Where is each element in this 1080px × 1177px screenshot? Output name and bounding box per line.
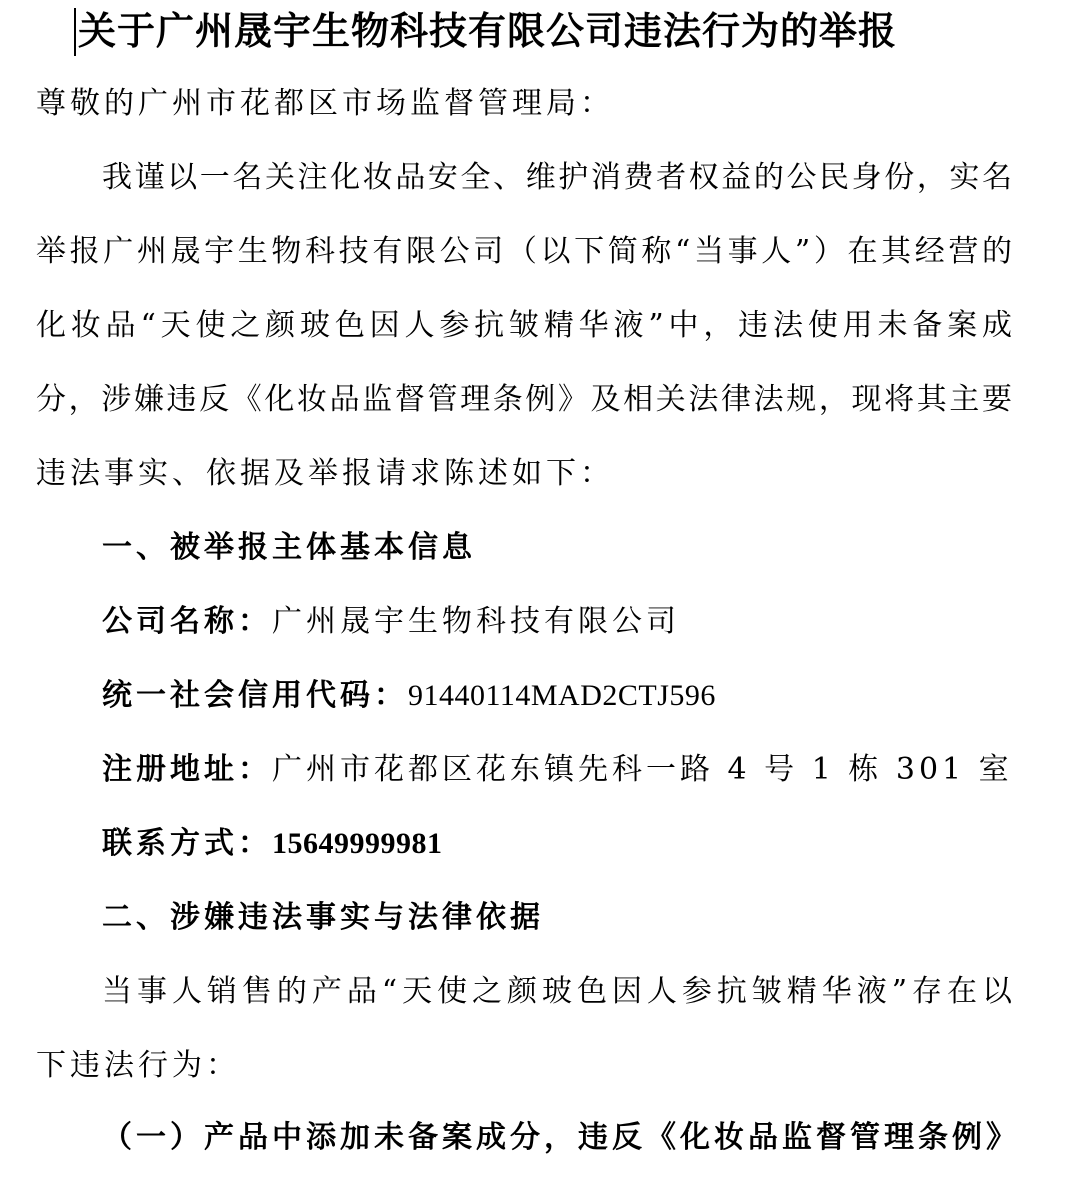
company-name-value: 广州晟宇生物科技有限公司	[272, 604, 680, 639]
intro-line: 违法事实、依据及举报请求陈述如下：	[36, 456, 614, 491]
intro-line: 举报广州晟宇生物科技有限公司（以下简称“当事人”）在其经营的	[36, 234, 1014, 269]
address-row	[102, 750, 1013, 790]
credit-code-row	[102, 676, 716, 716]
document-title: 关于广州晟宇生物科技有限公司违法行为的举报	[78, 9, 898, 53]
text-cursor	[74, 8, 76, 56]
company-name-label: 公司名称：	[102, 604, 272, 639]
intro-line: 分，涉嫌违反《化妆品监督管理条例》及相关法律法规，现将其主要	[36, 382, 1014, 417]
intro-line: 我谨以一名关注化妆品安全、维护消费者权益的公民身份，实名	[102, 160, 1014, 195]
intro-line: 化妆品“天使之颜玻色因人参抗皱精华液”中，违法使用未备案成	[36, 308, 1014, 343]
salutation: 尊敬的广州市花都区市场监督管理局：	[36, 86, 614, 121]
subsection-heading-1: （一）产品中添加未备案成分，违反《化妆品监督管理条例》	[102, 1120, 1020, 1155]
contact-label: 联系方式：	[102, 826, 272, 861]
credit-code-label: 统一社会信用代码：	[102, 678, 408, 713]
contact-value: 15649999981	[272, 827, 443, 860]
section2-line: 当事人销售的产品“天使之颜玻色因人参抗皱精华液”存在以	[102, 974, 1014, 1009]
section2-line: 下违法行为：	[36, 1048, 240, 1083]
company-name-row	[102, 602, 680, 642]
section-heading-1: 一、被举报主体基本信息	[102, 530, 476, 565]
address-value: 广州市花都区花东镇先科一路 4 号 1 栋 301 室	[272, 752, 1013, 787]
contact-row	[102, 824, 443, 864]
address-label: 注册地址：	[102, 752, 272, 787]
section-heading-2: 二、涉嫌违法事实与法律依据	[102, 900, 544, 935]
credit-code-value: 91440114MAD2CTJ596	[408, 679, 716, 712]
